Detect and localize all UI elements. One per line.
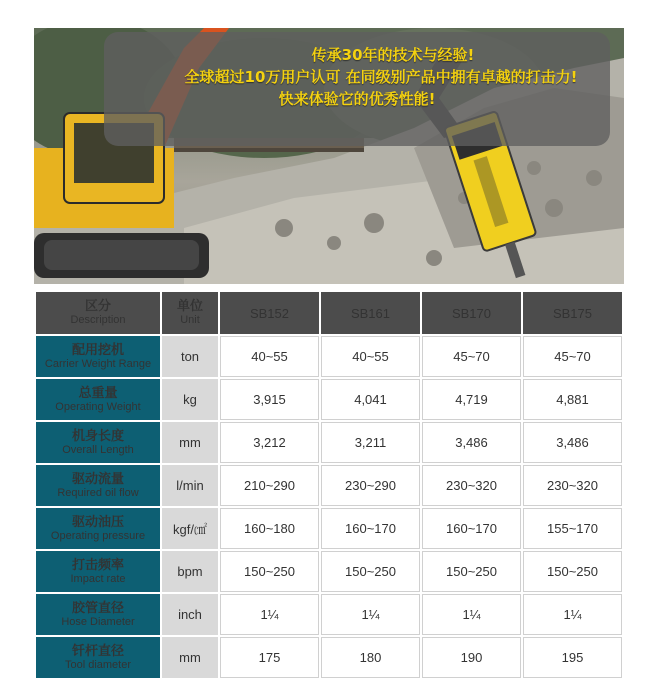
table-cell: 3,212 [220,422,319,463]
unit-header-cn: 单位 [176,299,203,314]
table-cell: 40~55 [220,336,319,377]
row-label-cn: 驱动油压 [71,514,124,530]
row-label-en: Overall Length [62,443,134,456]
row-label [36,379,160,420]
table-cell: 155~170 [523,508,622,549]
table-cell: 190 [422,637,521,678]
model-header: SB175 [523,292,622,334]
row-label [36,594,160,635]
description-header-cn: 区分 [84,299,111,314]
row-label [36,637,160,678]
row-label-cn: 总重量 [78,385,118,401]
row-unit: inch [162,594,218,635]
table-row [36,551,622,592]
table-cell: 45~70 [422,336,521,377]
spec-table [34,290,624,680]
row-unit: mm [162,637,218,678]
header-row [36,292,622,334]
table-cell: 4,041 [321,379,420,420]
table-cell: 3,486 [422,422,521,463]
table-cell: 230~320 [422,465,521,506]
row-label-cn: 机身长度 [71,428,124,444]
table-cell: 3,915 [220,379,319,420]
table-row [36,637,622,678]
row-unit: l/min [162,465,218,506]
table-cell: 45~70 [523,336,622,377]
table-cell: 230~290 [321,465,420,506]
row-label [36,551,160,592]
row-label-en: Required oil flow [57,486,139,499]
unit-header-en: Unit [180,314,200,326]
row-unit: bpm [162,551,218,592]
table-cell: 4,719 [422,379,521,420]
table-cell: 150~250 [220,551,319,592]
headline-line-1: 传承30年的技术与经验! [311,46,475,64]
row-unit: kg [162,379,218,420]
description-header [36,292,160,334]
table-cell: 150~250 [523,551,622,592]
table-cell: 1¼ [422,594,521,635]
table-row [36,422,622,463]
row-label-cn: 驱动流量 [71,471,124,487]
table-cell: 150~250 [422,551,521,592]
table-row [36,465,622,506]
table-cell: 150~250 [321,551,420,592]
table-cell: 4,881 [523,379,622,420]
unit-header [162,292,218,334]
table-row [36,336,622,377]
row-label-cn: 打击频率 [71,557,124,573]
table-cell: 210~290 [220,465,319,506]
table-cell: 195 [523,637,622,678]
row-label-cn: 配用挖机 [71,342,124,358]
row-label-en: Operating pressure [50,529,146,542]
description-header-en: Description [70,314,126,326]
table-row [36,508,622,549]
row-label [36,336,160,377]
row-unit: ton [162,336,218,377]
table-row [36,594,622,635]
table-row [36,379,622,420]
table-cell: 3,211 [321,422,420,463]
table-cell: 160~180 [220,508,319,549]
row-unit: mm [162,422,218,463]
row-label [36,508,160,549]
model-header: SB161 [321,292,420,334]
table-cell: 1¼ [220,594,319,635]
table-cell: 1¼ [321,594,420,635]
table-cell: 3,486 [523,422,622,463]
table-cell: 180 [321,637,420,678]
row-unit: kgf/㎠ [162,508,218,549]
headline-bubble [104,32,610,146]
table-cell: 175 [220,637,319,678]
model-header: SB170 [422,292,521,334]
row-label-cn: 钎杆直径 [71,643,124,659]
table-cell: 1¼ [523,594,622,635]
row-label-en: Operating Weight [55,400,141,413]
row-label [36,465,160,506]
table-cell: 160~170 [422,508,521,549]
hero-banner [34,28,624,284]
table-cell: 160~170 [321,508,420,549]
row-label [36,422,160,463]
row-label-en: Carrier Weight Range [44,357,152,370]
row-label-cn: 胶管直径 [71,600,124,616]
row-label-en: Impact rate [70,572,126,585]
row-label-en: Tool diameter [64,658,132,671]
headline-line-3: 快来体验它的优秀性能! [278,90,436,108]
model-header: SB152 [220,292,319,334]
table-cell: 40~55 [321,336,420,377]
row-label-en: Hose Diameter [61,615,135,628]
table-cell: 230~320 [523,465,622,506]
headline-line-2: 全球超过10万用户认可 在同级别产品中拥有卓越的打击力! [184,68,578,86]
